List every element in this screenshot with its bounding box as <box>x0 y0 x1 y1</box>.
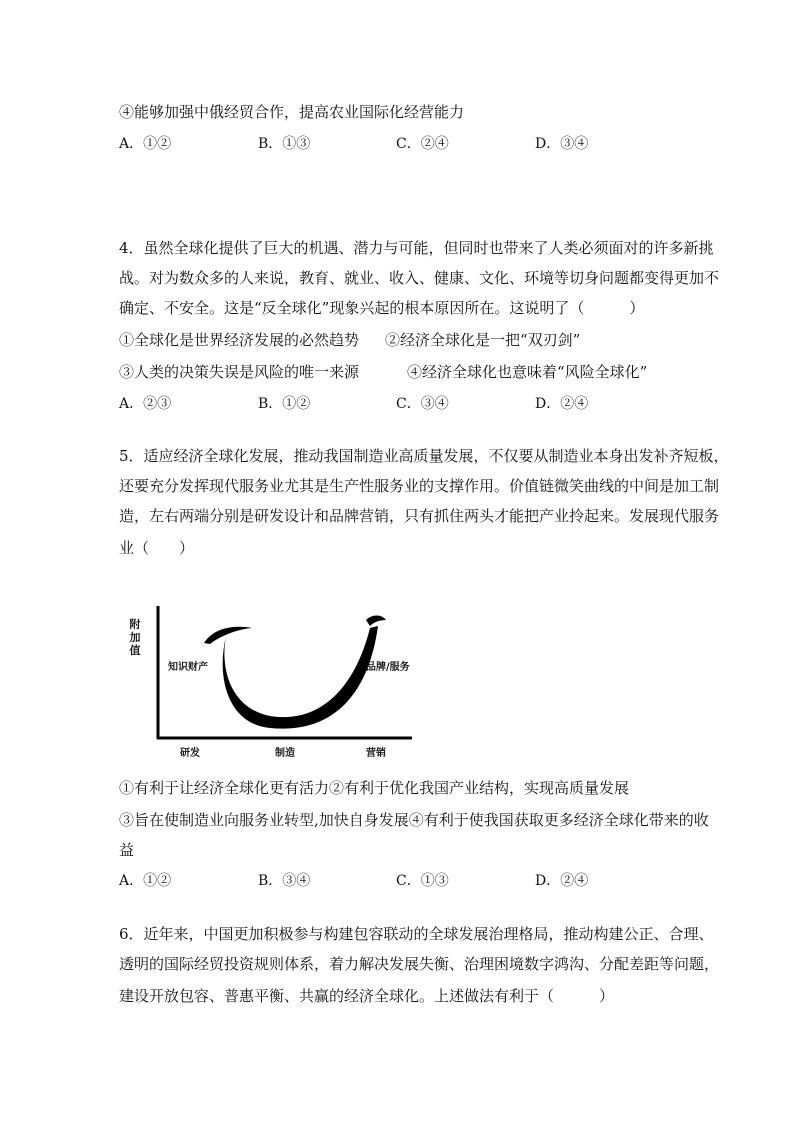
q3-statement-4: ④能够加强中俄经贸合作，提高农业国际化经营能力 <box>119 103 465 121</box>
q5-stem-line-3: 造，左右两端分别是研发设计和品牌营销，只有抓住两头才能把产业拎起来。发展现代服务 <box>119 507 720 525</box>
q4-option-b[interactable]: B．①② <box>258 396 311 412</box>
q5-option-a[interactable]: A．①② <box>119 873 172 889</box>
q4-option-a[interactable]: A．②③ <box>119 396 172 412</box>
q4-statement-1: ①全球化是世界经济发展的必然趋势 <box>119 331 360 349</box>
q5-option-c[interactable]: C．①③ <box>396 873 449 889</box>
q5-statements-1-2: ①有利于让经济全球化更有活力②有利于优化我国产业结构，实现高质量发展 <box>119 779 630 797</box>
q4-statement-4: ④经济全球化也意味着“风险全球化” <box>407 363 648 381</box>
q5-option-d[interactable]: D．②④ <box>535 873 589 889</box>
q4-statement-3: ③人类的决策失误是风险的唯一来源 <box>119 363 360 381</box>
q4-stem-line-2: 战。对为数众多的人来说，教育、就业、收入、健康、文化、环境等切身问题都变得更加不 <box>119 269 720 287</box>
curve-left-tip <box>204 627 252 644</box>
smile-curve-graphic <box>120 598 420 758</box>
q5-stem-line-1: 5．适应经济全球化发展，推动我国制造业高质量发展，不仅要从制造业本身出发补齐短板， <box>119 447 729 465</box>
q3-option-c[interactable]: C．②④ <box>396 136 449 152</box>
q3-option-b[interactable]: B．①③ <box>258 136 311 152</box>
q4-stem-line-3: 确定、不安全。这是“反全球化”现象兴起的根本原因所在。这说明了（ ） <box>119 299 645 317</box>
x-label-marketing: 营销 <box>366 748 386 759</box>
label-knowledge-property: 知识财产 <box>168 662 208 673</box>
smile-curve <box>223 626 378 729</box>
q5-statements-3-4: ③旨在使制造业向服务业转型,加快自身发展④有利于使我国获取更多经济全球化带来的收 <box>119 811 709 829</box>
q6-stem-line-1: 6．近年来，中国更加积极参与构建包容联动的全球发展治理格局，推动构建公正、合理、 <box>119 925 714 943</box>
q4-option-c[interactable]: C．③④ <box>396 396 449 412</box>
x-label-rnd: 研发 <box>180 748 200 759</box>
q4-statement-2: ②经济全球化是一把“双刃剑” <box>385 331 581 349</box>
q3-option-d[interactable]: D．③④ <box>535 136 589 152</box>
q5-stem-line-2: 还要充分发挥现代服务业尤其是生产性服务业的支撑作用。价值链微笑曲线的中间是加工制 <box>119 477 720 495</box>
y-axis-label: 附加值 <box>129 618 141 657</box>
q5-statements-3-4-cont: 益 <box>119 841 135 859</box>
q5-stem-line-4: 业（ ） <box>119 539 195 557</box>
q3-option-a[interactable]: A．①② <box>119 136 172 152</box>
x-label-manufacturing: 制造 <box>275 748 295 759</box>
q6-stem-line-2: 透明的国际经贸投资规则体系，着力解决发展失衡、治理困境数字鸿沟、分配差距等问题， <box>119 955 720 973</box>
curve-right-tip <box>366 616 386 627</box>
q4-option-d[interactable]: D．②④ <box>535 396 589 412</box>
q4-stem-line-1: 4．虽然全球化提供了巨大的机遇、潜力与可能，但同时也带来了人类必须面对的许多新挑 <box>119 239 714 257</box>
q6-stem-line-3: 建设开放包容、普惠平衡、共赢的经济全球化。上述做法有利于（ ） <box>119 987 615 1005</box>
label-brand-service: 品牌/服务 <box>366 662 410 673</box>
q5-option-b[interactable]: B．③④ <box>258 873 311 889</box>
smile-curve-figure <box>120 598 420 758</box>
